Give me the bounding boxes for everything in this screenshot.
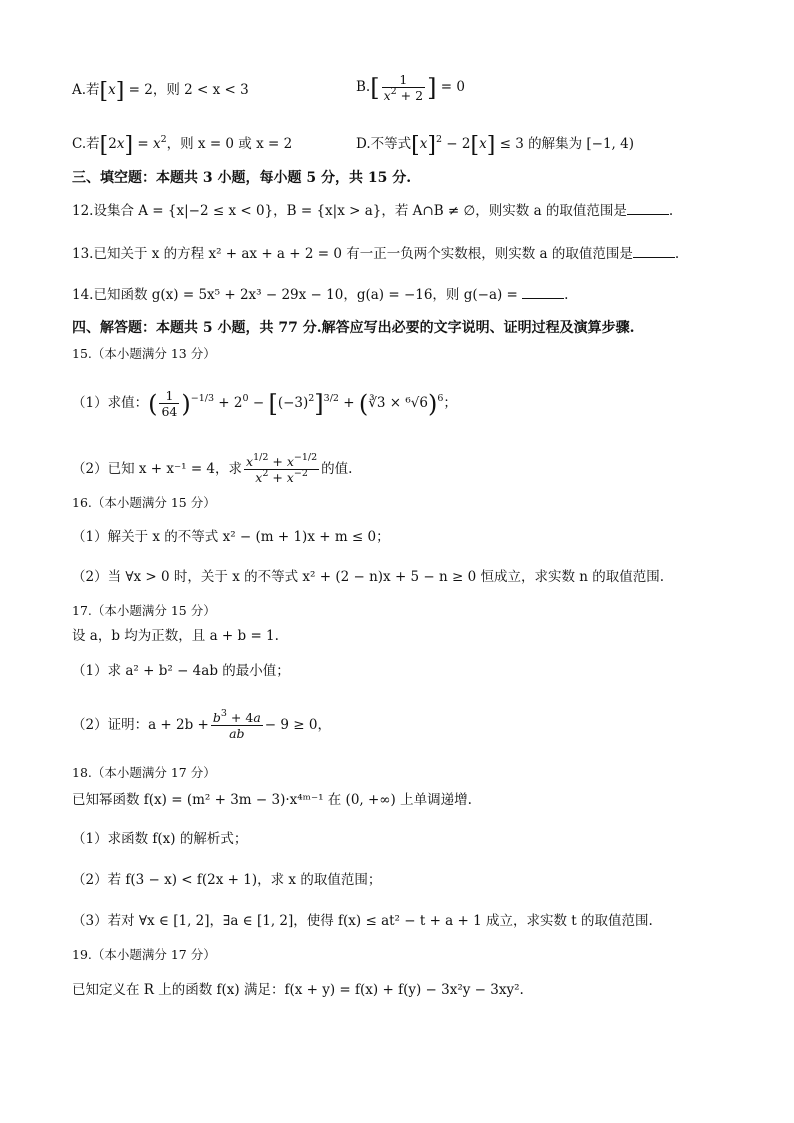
question-12: 12.设集合 A = {x|−2 ≤ x < 0}，B = {x|x > a}，若 A∩B ≠ ∅，则实数 a 的取值范围是 . [72, 203, 674, 219]
question-15-header: 15.（本小题满分 13 分） [72, 346, 216, 361]
choice-b-fraction: $\frac{1}{x^2 + 2}$ [383, 72, 424, 103]
q15-fraction: $\frac{x^{1/2} + x^{-1/2}}{x^2 + x^{-2}}$ [246, 452, 318, 485]
question-16-part-2: （2）当 ∀x > 0 时，关于 x 的不等式 x² + (2 − n)x + 5 − n ≥ 0 恒成立，求实数 n 的取值范围. [72, 569, 665, 585]
question-15-part-2: （2）已知 x + x⁻¹ = 4，求 $\frac{x^{1/2} + x^{-1/2}}{x^2 + x^{-2}}$ 的值. [72, 452, 353, 485]
question-14: 14.已知函数 g(x) = 5x⁵ + 2x³ − 29x − 10，g(a) = −16，则 g(−a) = . [72, 287, 569, 303]
section-4-title: 四、解答题：本题共 5 小题，共 77 分.解答应写出必要的文字说明、证明过程及演算步骤. [72, 320, 635, 336]
question-17-intro: 设 a，b 均为正数，且 a + b = 1. [72, 628, 279, 644]
question-15-part-1: （1）求值：( $\frac{1}{64}$ )$^{-1/3} + 2^0 - [(-3)^2]^{3/2}$ + (∛3 × ⁶√6)$^6$； [72, 388, 457, 419]
section-3-title: 三、填空题：本题共 3 小题，每小题 5 分，共 15 分. [72, 170, 412, 186]
question-16-header: 16.（本小题满分 15 分） [72, 495, 216, 510]
question-18-header: 18.（本小题满分 17 分） [72, 765, 216, 780]
answer-blank [627, 202, 669, 215]
question-17-header: 17.（本小题满分 15 分） [72, 603, 216, 618]
question-18-part-3: （3）若对 ∀x ∈ [1, 2]，∃a ∈ [1, 2]，使得 f(x) ≤ at² − t + a + 1 成立，求实数 t 的取值范围. [72, 913, 653, 929]
question-17-part-1: （1）求 a² + b² − 4ab 的最小值； [72, 663, 290, 679]
question-16-part-1: （1）解关于 x 的不等式 x² − (m + 1)x + m ≤ 0； [72, 529, 390, 545]
q17-fraction: $\frac{b^3 + 4a}{ab}$ [212, 708, 261, 741]
question-18-intro: 已知幂函数 f(x) = (m² + 3m − 3)·x⁴ᵐ⁻¹ 在 (0, +∞) 上单调递增. [72, 792, 472, 808]
question-19-header: 19.（本小题满分 17 分） [72, 947, 216, 962]
question-13: 13.已知关于 x 的方程 x² + ax + a + 2 = 0 有一正一负两个实数根，则实数 a 的取值范围是 . [72, 246, 680, 262]
question-18-part-2: （2）若 f(3 − x) < f(2x + 1)，求 x 的取值范围； [72, 872, 382, 888]
question-18-part-1: （1）求函数 f(x) 的解析式； [72, 831, 248, 847]
choice-b: B.[ $\frac{1}{x^2 + 2}$ ] = 0 [356, 72, 465, 103]
choice-c: C.若$[2x] = x^2$，则 x = 0 或 x = 2 [72, 133, 293, 158]
choice-d: D.不等式$[x]^2 - 2[x] \le 3$ 的解集为 [−1, 4) [356, 133, 634, 158]
question-19-intro: 已知定义在 R 上的函数 f(x) 满足：f(x + y) = f(x) + f(y) − 3x²y − 3xy². [72, 982, 524, 998]
answer-blank [522, 286, 564, 299]
question-17-part-2: （2）证明：a + 2b + $\frac{b^3 + 4a}{ab}$ − 9 ≥ 0， [72, 708, 331, 741]
choice-a-formula: [x] = 2 [99, 79, 153, 104]
choice-a: A.若[x] = 2，则 2 < x < 3 [72, 79, 249, 104]
answer-blank [633, 245, 675, 258]
choice-c-formula: $[2x] = x^2$ [99, 133, 167, 158]
q15-expression: ( $\frac{1}{64}$ )$^{-1/3} + 2^0 - [(-3)^2]^{3/2}$ + (∛3 × ⁶√6)$^6$； [148, 388, 457, 419]
choice-d-formula: $[x]^2 - 2[x]$ [411, 133, 496, 158]
